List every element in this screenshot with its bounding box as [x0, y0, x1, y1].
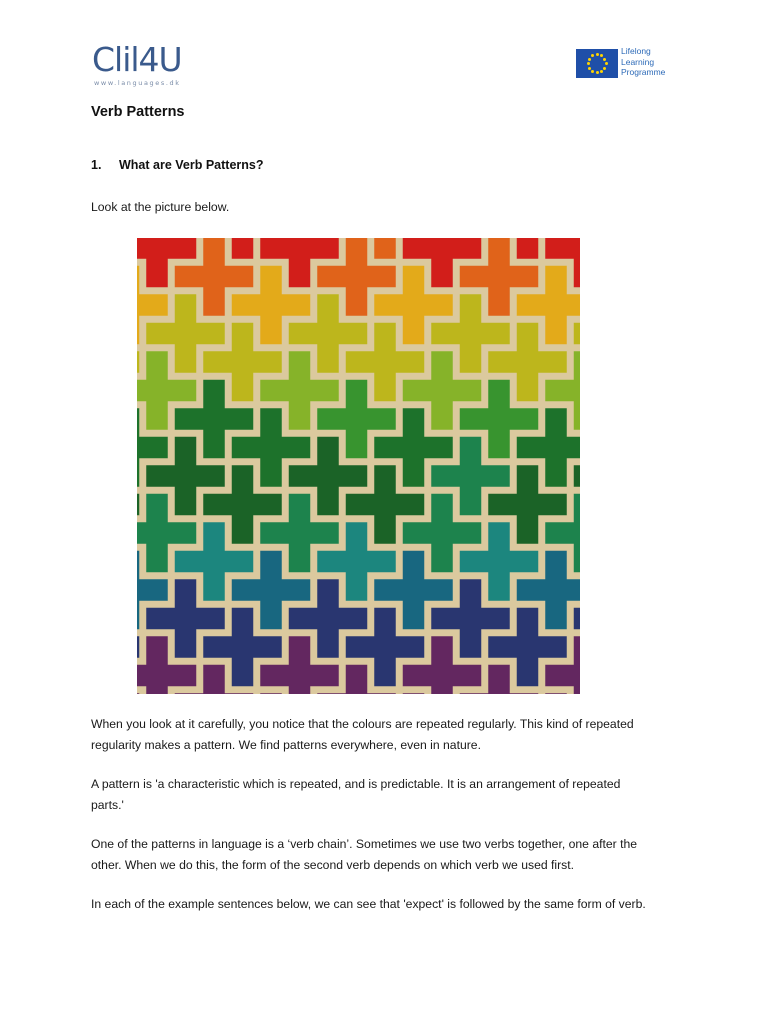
eu-star-icon: [603, 58, 606, 61]
eu-star-icon: [596, 71, 599, 74]
paragraph-line: parts.': [91, 798, 124, 812]
eu-star-icon: [600, 70, 603, 73]
paragraph-2: [91, 774, 691, 816]
eu-star-icon: [605, 62, 608, 65]
paragraph-line: One of the patterns in language is a ‘verb chain’. Sometimes we use two verbs together, one after the: [91, 837, 638, 851]
section-heading: [91, 158, 264, 172]
colored-cross-pattern-image: [137, 238, 580, 694]
paragraph-3: [91, 834, 691, 876]
eu-label-line: Programme: [621, 67, 666, 77]
paragraph-1: [91, 714, 691, 756]
lifelong-learning-logo: [576, 46, 686, 82]
eu-star-icon: [591, 70, 594, 73]
section-number: 1.: [91, 158, 102, 172]
eu-star-icon: [603, 67, 606, 70]
section-title: What are Verb Patterns?: [119, 158, 264, 172]
eu-star-icon: [596, 53, 599, 56]
logo-subtext: www.languages.dk: [94, 79, 181, 87]
paragraph-line: regularity makes a pattern. We find patterns everywhere, even in nature.: [91, 738, 481, 752]
intro-paragraph: Look at the picture below.: [91, 200, 230, 214]
paragraph-line: other. When we do this, the form of the second verb depends on which verb we used first.: [91, 858, 575, 872]
eu-label-line: Lifelong: [621, 46, 651, 56]
clil4u-logo: [92, 42, 192, 90]
eu-flag-icon: [576, 49, 618, 78]
eu-star-icon: [588, 67, 591, 70]
texture-overlay: [137, 238, 580, 694]
eu-star-icon: [600, 54, 603, 57]
paragraph-4: [91, 894, 691, 915]
eu-star-icon: [591, 54, 594, 57]
page-title: Verb Patterns: [91, 104, 185, 120]
eu-programme-label: [621, 46, 665, 78]
logo-text: Clil4U: [92, 40, 182, 79]
eu-label-line: Learning: [621, 56, 655, 67]
paragraph-line: A pattern is 'a characteristic which is repeated, and is predictable. It is an arrangement of repeated: [91, 777, 621, 791]
eu-star-icon: [587, 62, 590, 65]
eu-star-icon: [588, 58, 591, 61]
paragraph-line: When you look at it carefully, you notice that the colours are repeated regularly. This kind of repeated: [91, 717, 634, 731]
paragraph-line: In each of the example sentences below, we can see that 'expect' is followed by the same form of verb.: [91, 897, 646, 911]
